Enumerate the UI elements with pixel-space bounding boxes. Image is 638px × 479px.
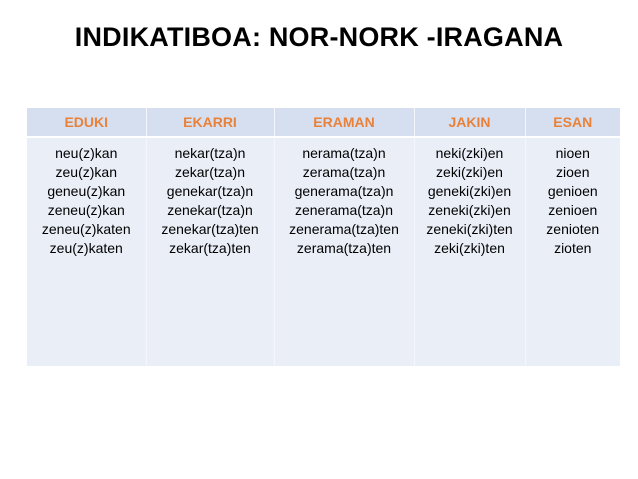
verb-form: generama(tza)n xyxy=(294,183,394,199)
column-cell-eduki xyxy=(27,137,146,366)
verb-form: zekar(tza)ten xyxy=(169,240,251,256)
verb-form: zerama(tza)ten xyxy=(296,240,392,256)
verb-form: zenioten xyxy=(546,221,600,237)
verb-form: zeu(z)kan xyxy=(55,164,117,180)
verb-form: zerama(tza)n xyxy=(302,164,386,180)
verb-form: zeneu(z)katen xyxy=(41,221,131,237)
table-header-row xyxy=(27,108,620,137)
verb-form: geneu(z)kan xyxy=(47,183,126,199)
verb-form: zeu(z)katen xyxy=(49,240,123,256)
column-header-esan: ESAN xyxy=(525,108,620,137)
verb-form: zenerama(tza)n xyxy=(294,202,394,218)
verb-form: zenekar(tza)ten xyxy=(161,221,259,237)
verb-form: zeneki(zki)ten xyxy=(426,221,513,237)
verb-form: zioten xyxy=(554,240,592,256)
verb-form: genioen xyxy=(547,183,598,199)
verb-form: zenerama(tza)ten xyxy=(289,221,399,237)
verb-form: zenioen xyxy=(548,202,598,218)
verb-form: zeneki(zki)en xyxy=(428,202,511,218)
column-header-eraman: ERAMAN xyxy=(274,108,414,137)
verb-form: neki(zki)en xyxy=(435,145,504,161)
verb-form: nioen xyxy=(555,145,590,161)
verb-form: zioen xyxy=(556,164,590,180)
verb-form: genekar(tza)n xyxy=(166,183,254,199)
column-cell-ekarri xyxy=(146,137,274,366)
column-cell-esan xyxy=(525,137,620,366)
verb-form: nekar(tza)n xyxy=(174,145,246,161)
column-header-jakin: JAKIN xyxy=(414,108,525,137)
verb-form: zeneu(z)kan xyxy=(47,202,125,218)
verb-form: zenekar(tza)n xyxy=(167,202,253,218)
column-cell-eraman xyxy=(274,137,414,366)
verb-form: geneki(zki)en xyxy=(427,183,512,199)
column-header-ekarri: EKARRI xyxy=(146,108,274,137)
column-cell-jakin xyxy=(414,137,525,366)
page-title: INDIKATIBOA: NOR-NORK -IRAGANA xyxy=(74,22,564,52)
column-header-eduki: EDUKI xyxy=(27,108,146,137)
table-row xyxy=(27,137,620,366)
verb-form: nerama(tza)n xyxy=(302,145,386,161)
verb-form: zeki(zki)en xyxy=(436,164,503,180)
verb-form: zekar(tza)n xyxy=(174,164,246,180)
conjugation-table xyxy=(27,108,620,366)
verb-form: neu(z)kan xyxy=(55,145,118,161)
verb-form: zeki(zki)ten xyxy=(434,240,505,256)
